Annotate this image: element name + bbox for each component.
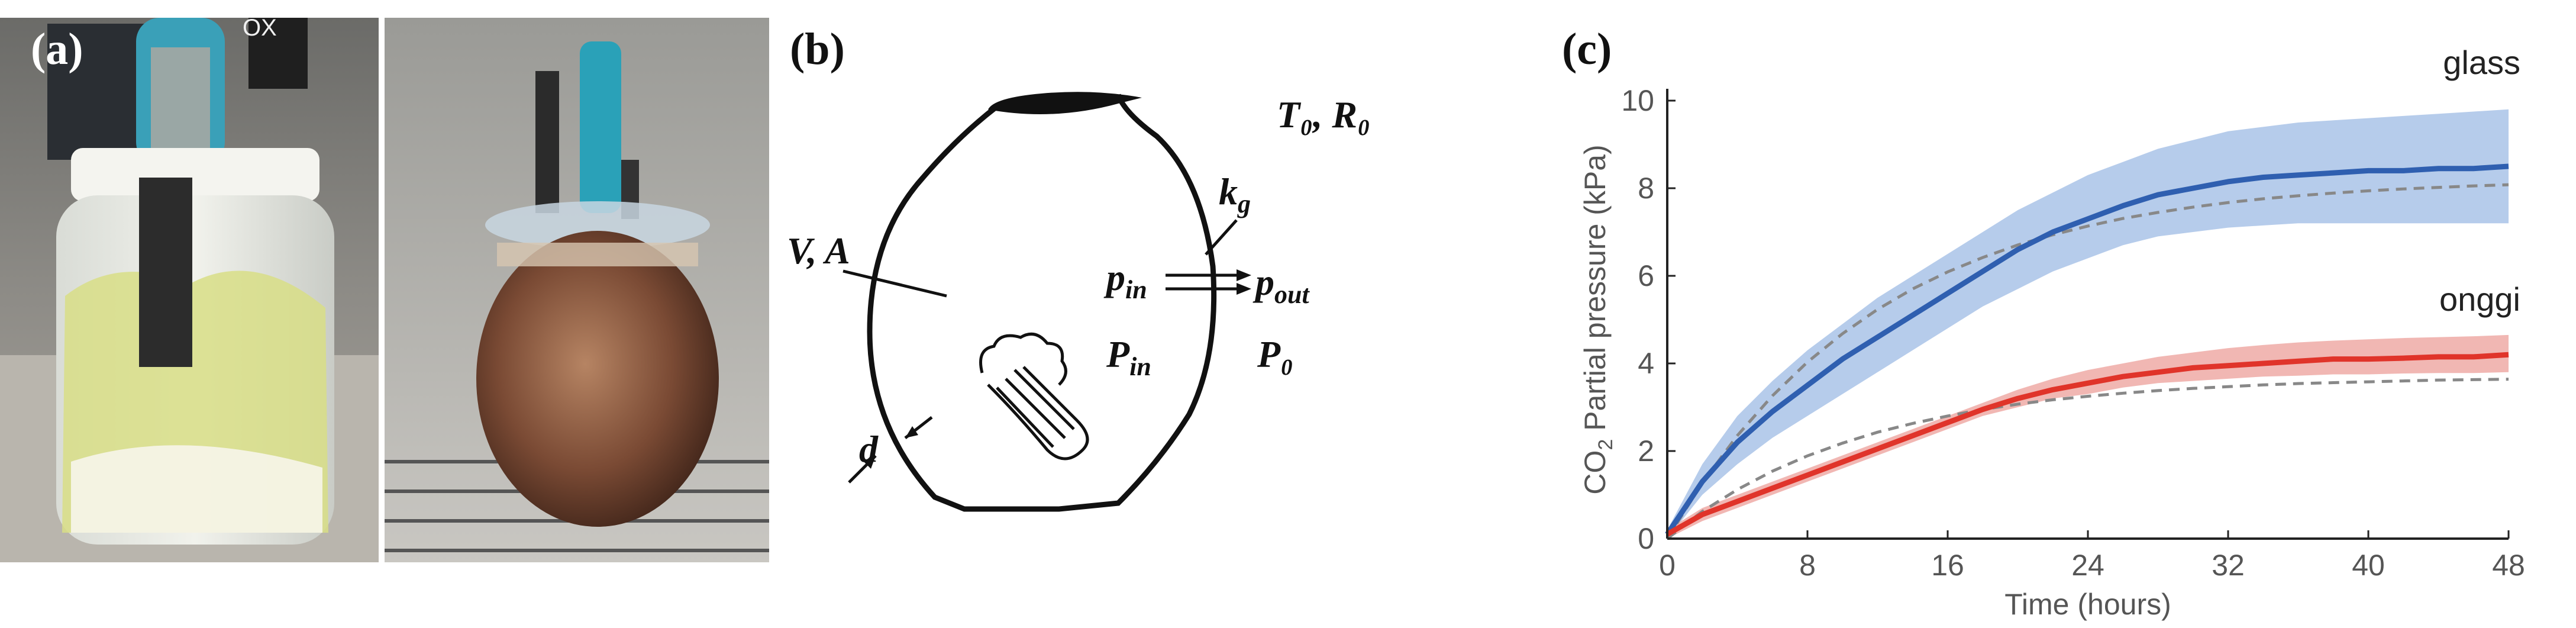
y-tick-label: 4: [1638, 347, 1654, 380]
panel-label-b: (b): [790, 24, 845, 74]
jar-photographs: [0, 0, 769, 562]
series-label-onggi: onggi: [2439, 281, 2520, 318]
label-P-in: $P_{in}$: [1106, 333, 1151, 381]
x-tick-label: 48: [2492, 549, 2525, 582]
y-tick-label: 10: [1621, 84, 1654, 117]
co2-chart: [1538, 0, 2576, 625]
label-kg: $k_g$: [1219, 170, 1251, 218]
x-tick-label: 8: [1799, 549, 1816, 582]
panel-label-c: (c): [1562, 24, 1612, 74]
schematic-panel-b: [787, 0, 1544, 592]
photo-panel-a: [0, 0, 769, 562]
x-tick-label: 0: [1659, 549, 1676, 582]
label-wall-thickness: d: [859, 428, 878, 470]
x-tick-label: 24: [2071, 549, 2104, 582]
pot-outline: [870, 95, 1214, 509]
label-p-out: $p_{out}$: [1255, 261, 1309, 309]
label-temperature-gas-constant: T₀, R₀: [1277, 94, 1371, 136]
y-tick-label: 6: [1638, 259, 1654, 292]
onggi-pot: [476, 231, 719, 527]
jar-lid: [71, 148, 319, 201]
panel-label-a: (a): [31, 24, 83, 74]
co2-chart-panel: [1538, 0, 2576, 625]
x-axis-label: Time (hours): [2004, 588, 2171, 621]
pot-schematic: [787, 0, 1544, 592]
cabbage-sketch: [981, 334, 1088, 459]
y-tick-label: 0: [1638, 522, 1654, 555]
y-tick-label: 8: [1638, 172, 1654, 205]
va-pointer-line: [843, 271, 947, 296]
label-p-in: $p_{in}$: [1106, 256, 1147, 304]
label-volume-area: V, A: [787, 230, 850, 272]
y-axis-label: $CO_2$ Partial pressure (kPa): [1578, 144, 1617, 495]
y-tick-label: 2: [1638, 434, 1654, 468]
x-tick-label: 40: [2352, 549, 2385, 582]
label-P-0: P₀: [1257, 333, 1294, 375]
pot-rim: [988, 92, 1142, 114]
x-tick-label: 16: [1931, 549, 1964, 582]
x-tick-label: 32: [2212, 549, 2245, 582]
photo-text: OX: [243, 15, 277, 41]
series-label-glass: glass: [2443, 44, 2520, 81]
